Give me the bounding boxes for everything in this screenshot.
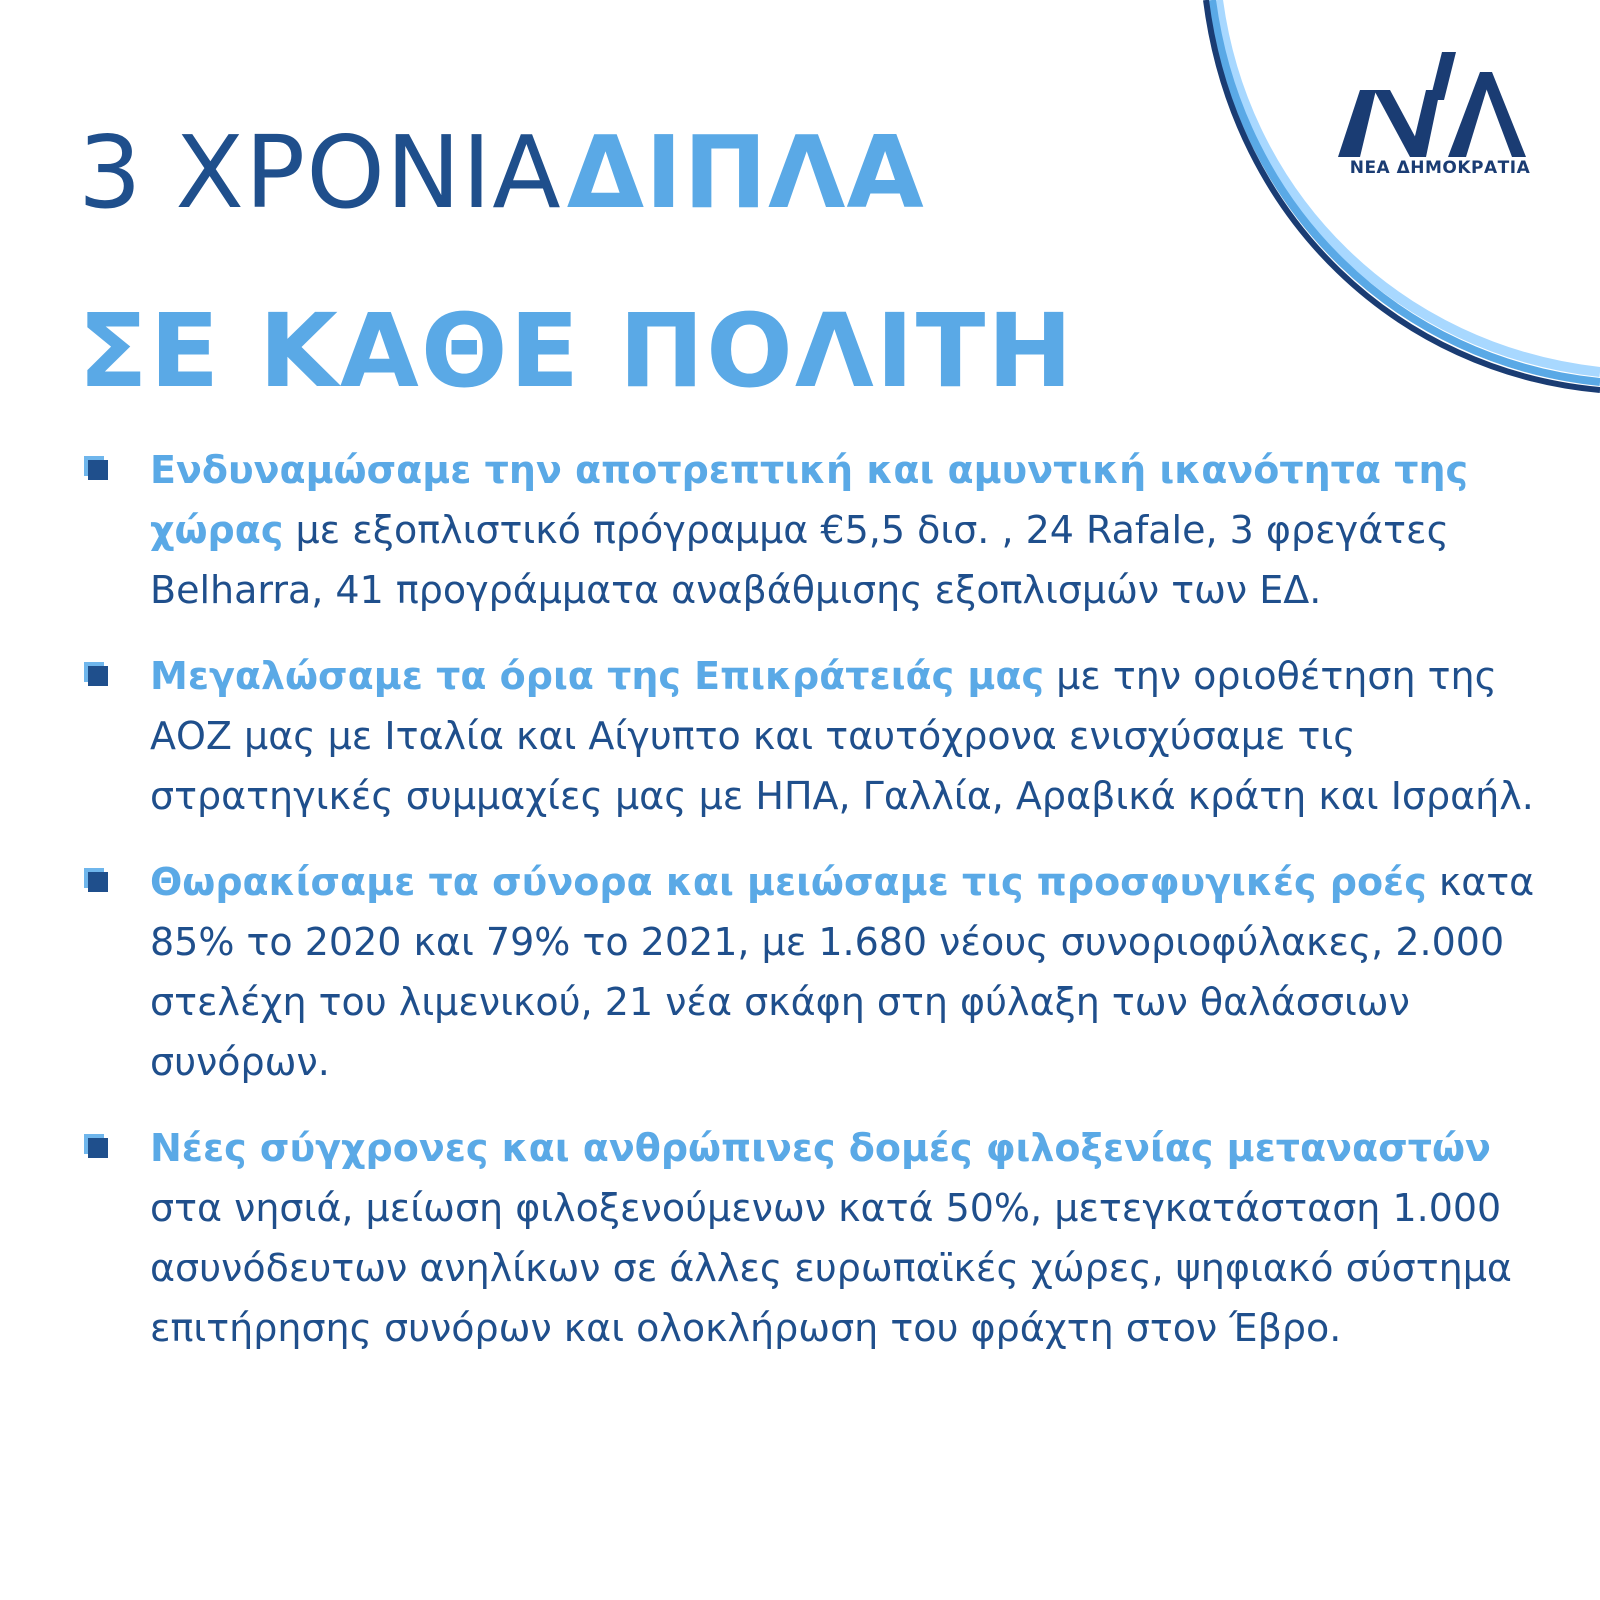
list-item (84, 852, 1544, 1092)
bullet-heading: Θωρακίσαμε τα σύνορα και μειώσαμε τις προσφυγικές ροές (150, 860, 1427, 904)
square-bullet-icon (88, 1138, 108, 1158)
page-title (78, 98, 1198, 427)
party-logo (1330, 42, 1550, 192)
title-line-2: ΣΕ ΚΑΘΕ ΠΟΛΙΤΗ (78, 292, 1075, 411)
nd-logo-icon (1330, 42, 1550, 172)
title-line-1 (78, 98, 1198, 277)
square-bullet-icon (88, 872, 108, 892)
bullet-list (84, 440, 1544, 1384)
list-item (84, 440, 1544, 620)
bullet-heading: Νέες σύγχρονες και ανθρώπινες δομές φιλοξενίας μεταναστών (150, 1126, 1491, 1170)
bullet-heading: Ενδυναμώσαμε την αποτρεπτική και αμυντική ικανότητα της χώρας (150, 448, 1469, 552)
square-bullet-icon (88, 666, 108, 686)
logo-caption: ΝΕΑ ΔΗΜΟΚΡΑΤΙΑ (1349, 158, 1531, 178)
list-item (84, 1118, 1544, 1358)
square-bullet-icon (88, 460, 108, 480)
bullet-text: με την οριοθέτηση της ΑΟΖ μας με Ιταλία και Αίγυπτο και ταυτόχρονα ενισχύσαμε τις στρατηγικές συμμαχίες μας με ΗΠΑ, Γαλλία, Αραβικά κράτη και Ισραήλ. (150, 654, 1534, 818)
title-bold: ΔΙΠΛΑ (566, 114, 925, 231)
bullet-heading: Μεγαλώσαμε τα όρια της Επικράτειάς μας (150, 654, 1044, 698)
bullet-text: κατα 85% το 2020 και 79% το 2021, με 1.680 νέους συνοριοφύλακες, 2.000 στελέχη του λιμενικού, 21 νέα σκάφη στη φύλαξη των θαλάσσιων συνόρων. (150, 860, 1535, 1084)
list-item (84, 646, 1544, 826)
title-light: 3 ΧΡΟΝΙΑ (78, 114, 562, 231)
bullet-text: στα νησιά, μείωση φιλοξενούμενων κατά 50%, μετεγκατάσταση 1.000 ασυνόδευτων ανηλίκων σε άλλες ευρωπαϊκές χώρες, ψηφιακό σύστημα επιτήρησης συνόρων και ολοκλήρωση του φράχτη στον Έβρο. (150, 1186, 1512, 1350)
bullet-text: με εξοπλιστικό πρόγραμμα €5,5 δισ. , 24 Rafale, 3 φρεγάτες Belharra, 41 προγράμματα αναβάθμισης εξοπλισμών των ΕΔ. (150, 508, 1449, 612)
